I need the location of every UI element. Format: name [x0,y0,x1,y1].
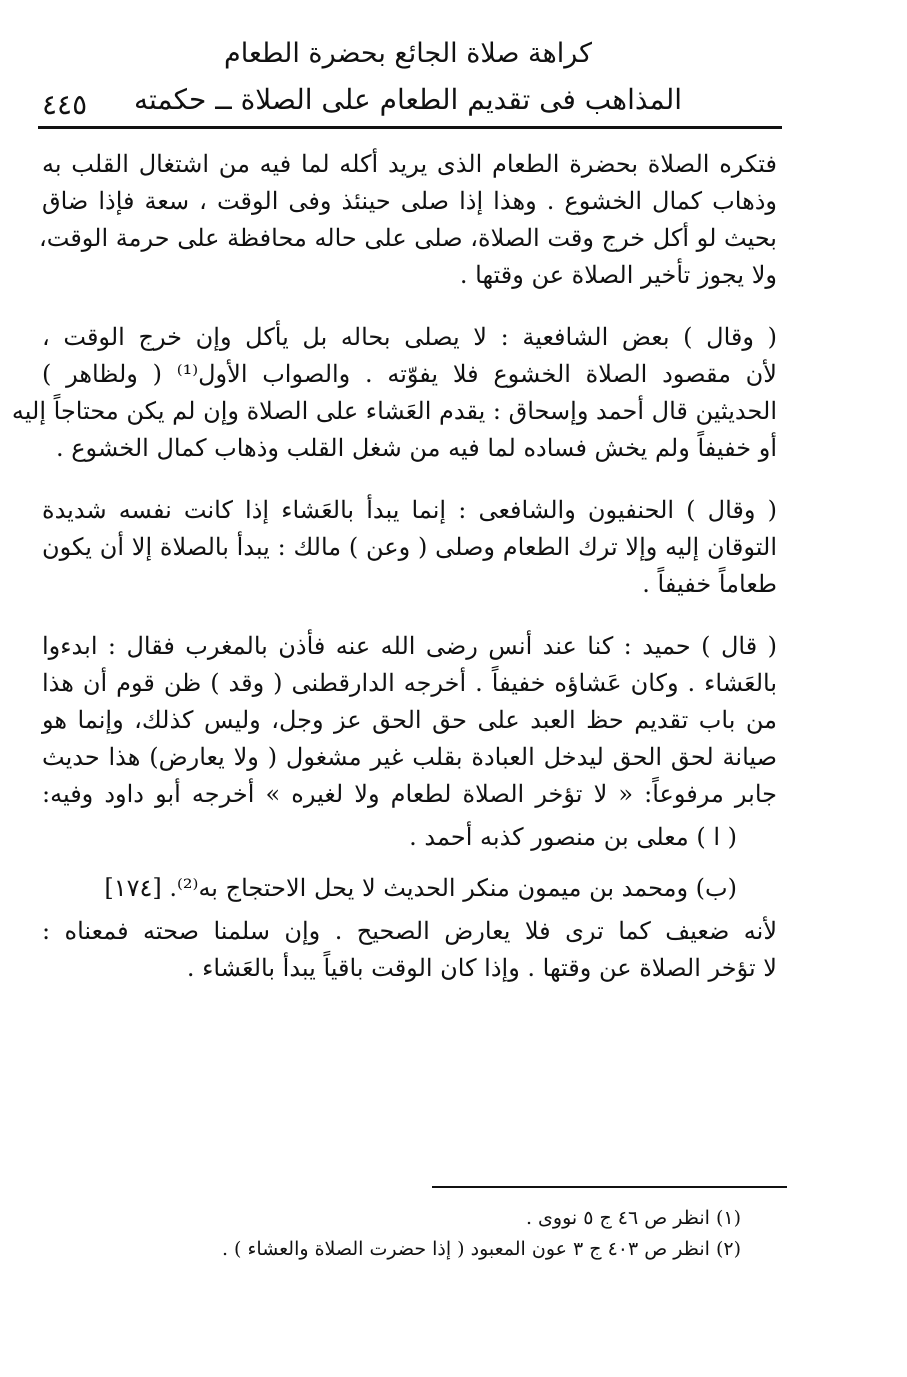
footnote: (٢) انظر ص ٤٠٣ ج ٣ عون المعبود ( إذا حضرت الصلاة والعشاء ) . [221,1238,741,1260]
paragraph [42,628,777,813]
running-title-line2: المذاهب فى تقديم الطعام على الصلاة ــ حكمته [133,83,683,116]
text-line: لأنه ضعيف كما ترى فلا يعارض الصحيح . وإن سلمنا صحته فمعناه : [42,917,777,945]
text-line: وذهاب كمال الخشوع . وهذا إذا صلى حينئذ وفى الوقت ، سعة فإذا ضاق [42,187,777,215]
text-line: جابر مرفوعاً: « لا تؤخر الصلاة لطعام ولا لغيره » أخرجه أبو داود وفيه: [42,780,777,808]
main-text [11,146,777,987]
note-item: (ب) ومحمد بن ميمون منكر الحديث لا يحل الاحتجاج به⁽²⁾. [١٧٤] [104,874,737,902]
footnote-rule [432,1186,787,1188]
text-line: أو خفيفاً ولم يخش فساده لما فيه من شغل القلب وذهاب كمال الخشوع . [55,434,777,462]
text-line: لأن مقصود الصلاة الخشوع فلا يفوّته . والصواب الأول⁽¹⁾ ( ولظاهر ) [42,360,777,388]
page-header [38,30,778,122]
text-line: بالعَشاء . وكان عَشاؤه خفيفاً . أخرجه الدارقطنى ( وقد ) ظن قوم أن هذا [42,669,777,697]
text-line: ولا يجوز تأخير الصلاة عن وقتها . [459,261,777,289]
text-line: من باب تقديم حظ العبد على حق الحق عز وجل، وليس كذلك، وإنما هو [42,706,777,734]
text-line: ( قال ) حميد : كنا عند أنس رضى الله عنه فأذن بالمغرب فقال : ابدءوا [42,632,777,660]
footnote: (١) انظر ص ٤٦ ج ٥ نووى . [525,1207,741,1229]
text-line: فتكره الصلاة بحضرة الطعام الذى يريد أكله لما فيه من اشتغال القلب به [42,150,777,178]
text-line: بحيث لو أكل خرج وقت الصلاة، صلى على حاله محافظة على حرمة الوقت، [39,224,777,252]
text-line: الحديثين قال أحمد وإسحاق : يقدم العَشاء على الصلاة وإن لم يكن محتاجاً إليه [11,397,777,425]
text-line: التوقان إليه وإلا ترك الطعام وصلى ( وعن ) مالك : يبدأ بالصلاة إلا أن يكون [42,533,777,561]
text-line: لا تؤخر الصلاة عن وقتها . وإذا كان الوقت باقياً يبدأ بالعَشاء . [186,954,777,982]
running-title-line1: كراهة صلاة الجائع بحضرة الطعام [224,38,592,69]
text-line: ( وقال ) الحنفيون والشافعى : إنما يبدأ بالعَشاء إذا كانت نفسه شديدة [42,496,777,524]
page-number: ٤٤٥ [42,88,88,121]
paragraph [42,492,777,603]
narrator-notes [42,819,777,907]
footnotes [141,1203,741,1265]
note-item: ( ا ) معلى بن منصور كذبه أحمد . [409,823,737,851]
text-line: صيانة لحق الحق ليدخل العبادة بقلب غير مشغول ( ولا يعارض) هذا حديث [42,743,777,771]
paragraph [39,146,777,294]
paragraph [11,319,777,467]
paragraph [42,913,777,987]
header-rule [38,126,782,129]
text-line: طعاماً خفيفاً . [642,570,777,598]
text-line: ( وقال ) بعض الشافعية : لا يصلى بحاله بل يأكل وإن خرج الوقت ، [42,323,777,351]
